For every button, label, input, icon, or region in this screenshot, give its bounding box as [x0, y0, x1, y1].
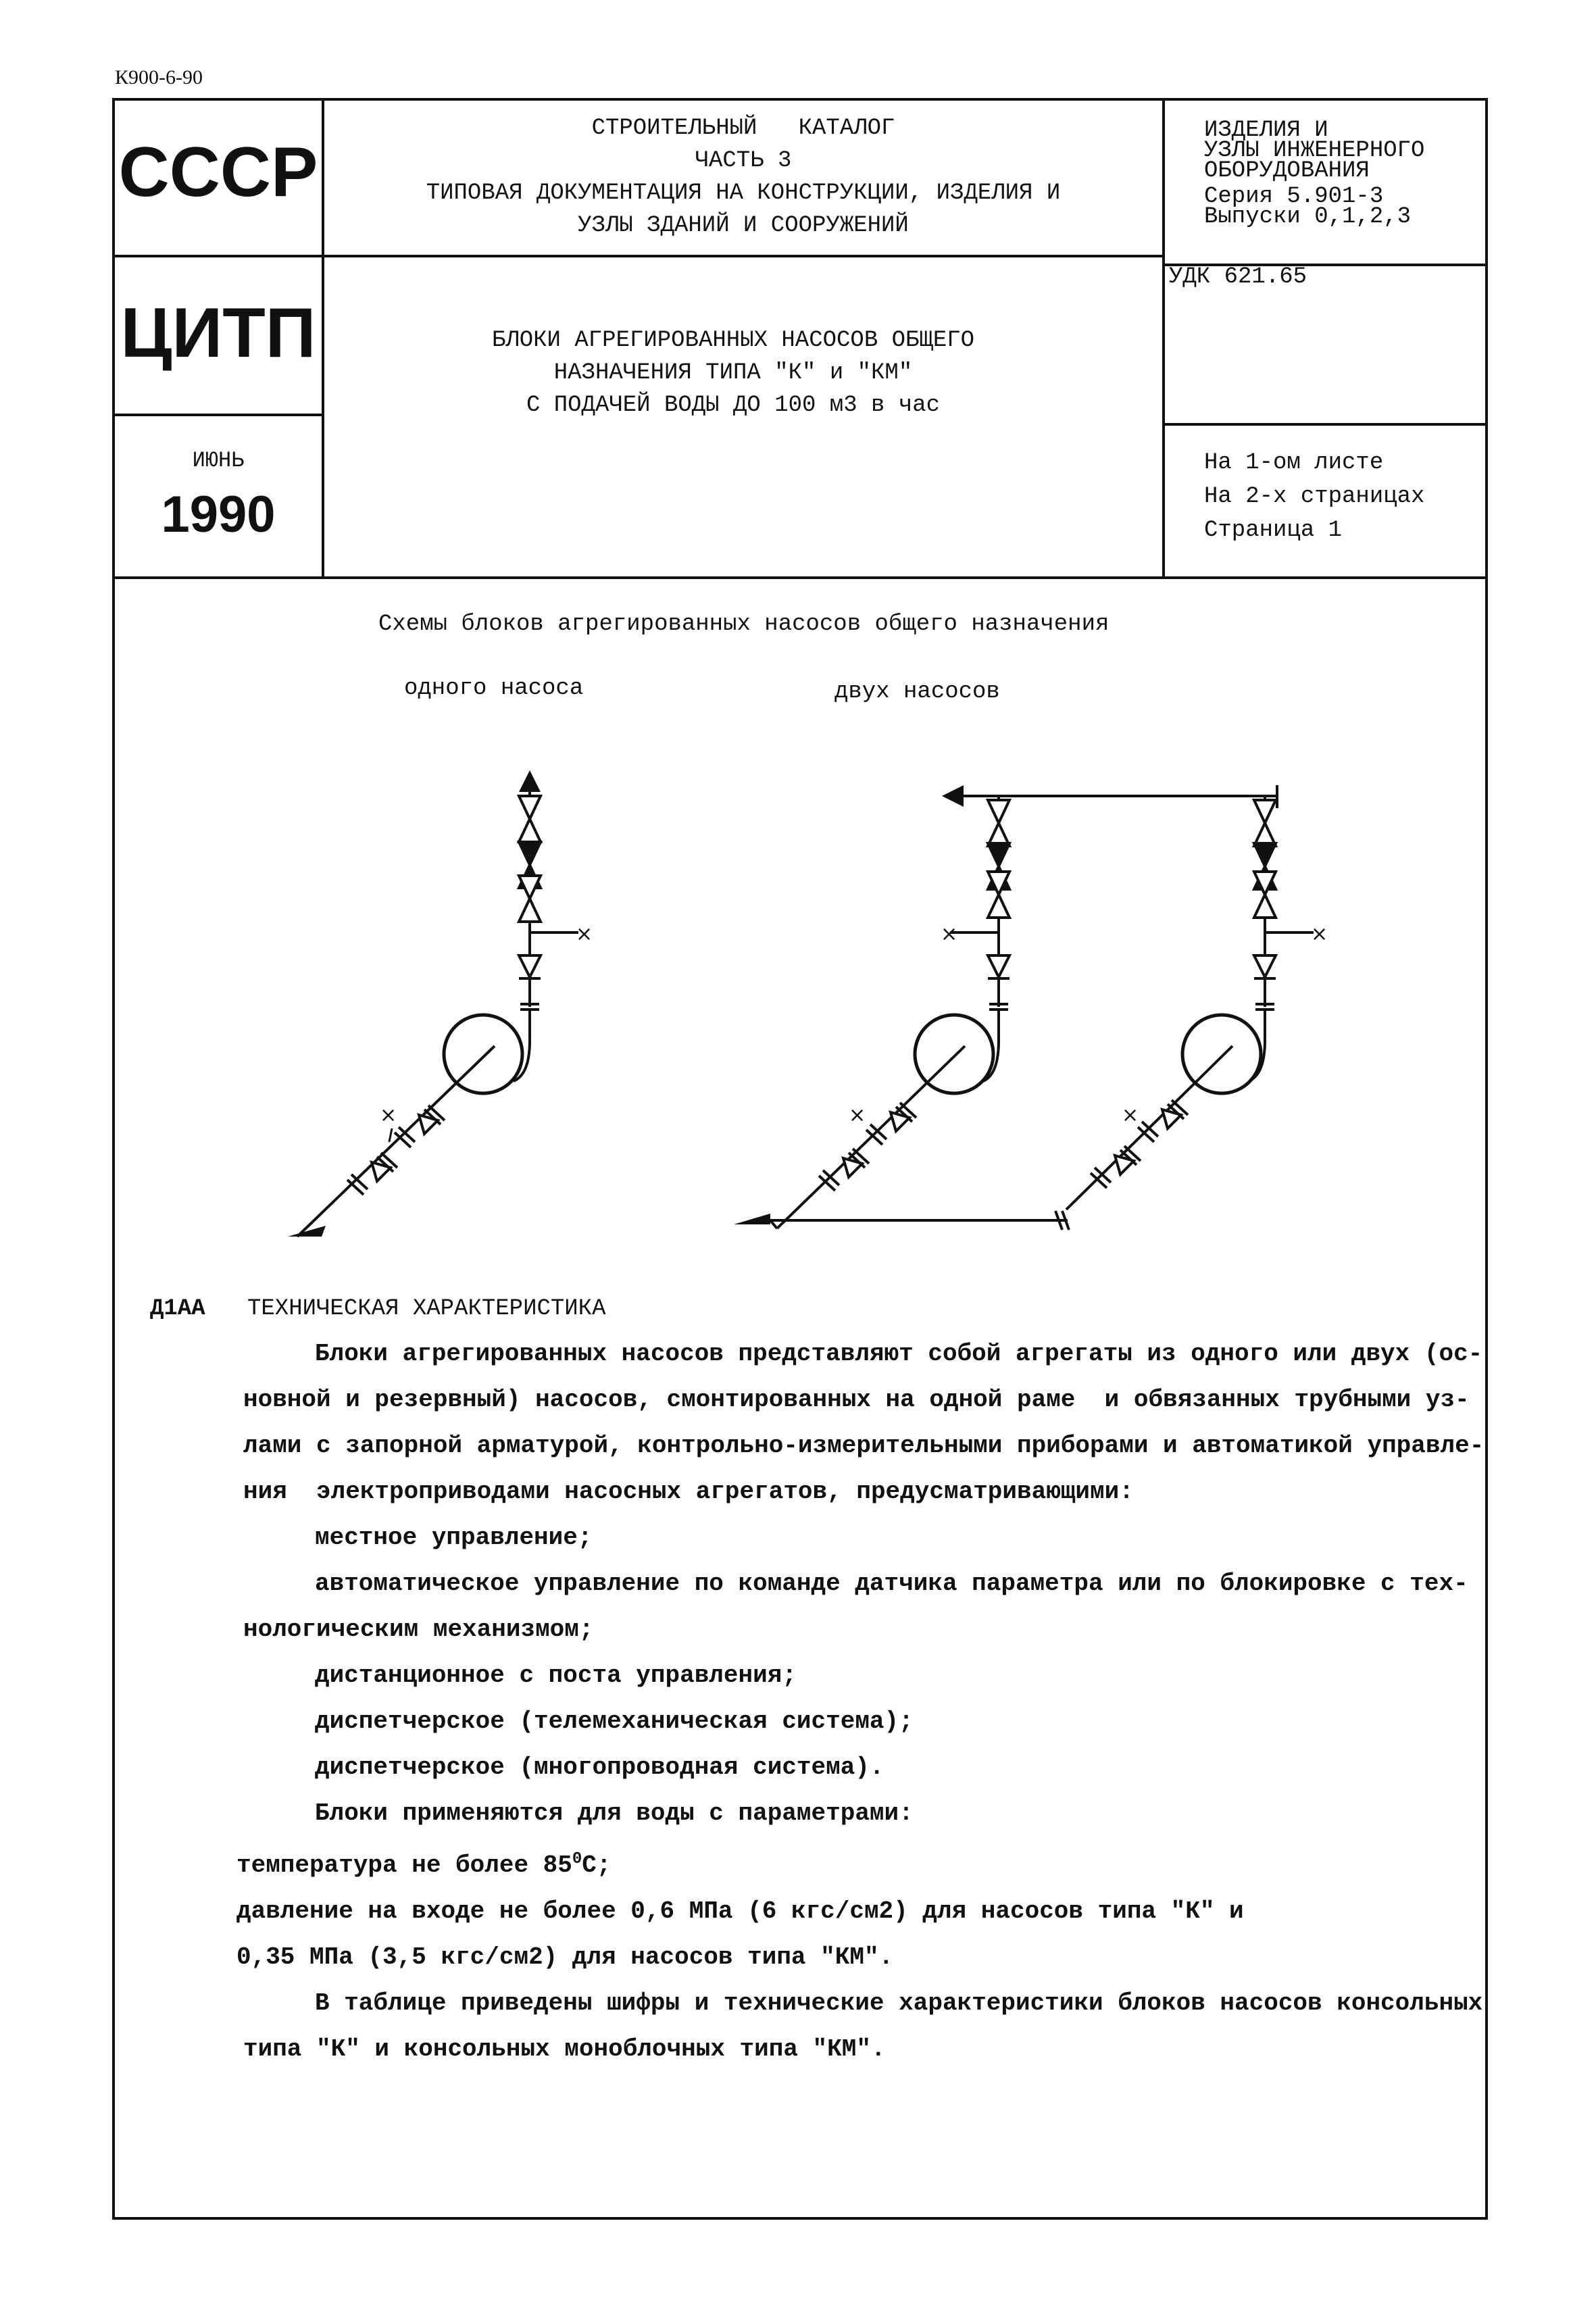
title-line-1: БЛОКИ АГРЕГИРОВАННЫХ НАСОСОВ ОБЩЕГО: [491, 328, 975, 353]
outlet-arrow-icon: [942, 785, 964, 807]
list-item-local: местное управление;: [315, 1524, 593, 1551]
series-line-1: ИЗДЕЛИЯ И: [1204, 118, 1328, 143]
single-pump-scheme: [288, 770, 593, 1237]
udk-code: УДК 621.65: [1169, 264, 1307, 290]
country-label: СССР: [118, 133, 318, 211]
single-pump-label: одного насоса: [404, 676, 584, 701]
sheet-line-3: Страница 1: [1204, 518, 1343, 543]
title-line-2: НАЗНАЧЕНИЯ ТИПА "К" и "КМ": [553, 360, 913, 386]
svg-text:×: ×: [1311, 922, 1328, 946]
sheet-line-1: На 1-ом листе: [1204, 450, 1384, 476]
issue-month: ИЮНЬ: [192, 448, 245, 473]
body-text: [236, 1331, 1487, 2072]
para1-line2: новной и резервный) насосов, смонтированных на одной раме и обвязанных трубными уз-: [243, 1386, 1470, 1414]
catalog-line-4: УЗЛЫ ЗДАНИЙ И СООРУЖЕНИЙ: [578, 213, 909, 239]
para3-temperature: температура не более $85^0С$;: [236, 1850, 612, 1879]
svg-text:×: ×: [576, 922, 593, 946]
title-line-3: С ПОДАЧЕЙ ВОДЫ ДО 100 м3 в час: [526, 393, 941, 418]
para2: Блоки применяются для воды с параметрами:: [315, 1799, 914, 1827]
para5-line1: В таблице приведены шифры и технические характеристики блоков насосов консольных: [315, 1989, 1483, 2017]
series-line-2: УЗЛЫ ИНЖЕНЕРНОГО: [1204, 138, 1425, 164]
double-pump-label: двух насосов: [834, 679, 1000, 705]
para4-line1: давление на входе не более 0,6 МПа (6 кгс/см2) для насосов типа "К" и: [236, 1897, 1244, 1925]
schemes-title: Схемы блоков агрегированных насосов общего назначения: [378, 612, 1109, 637]
para5-line2: типа "К" и консольных моноблочных типа "КМ".: [243, 2035, 886, 2063]
sheet-line-2: На 2-х страницах: [1204, 484, 1425, 509]
org-label: ЦИТП: [120, 294, 316, 372]
outlet-arrow-icon: [519, 770, 541, 792]
svg-text:×: ×: [849, 1103, 866, 1127]
pump-icon: [1182, 1015, 1261, 1093]
series-number: Серия 5.901-3: [1204, 184, 1384, 209]
svg-text:×: ×: [380, 1103, 397, 1127]
list-item-dispatch-tele: диспетчерское (телемеханическая система);: [315, 1708, 914, 1735]
para1-line1: Блоки агрегированных насосов представляют собой агрегаты из одного или двух (ос-: [315, 1340, 1483, 1368]
series-issues: Выпуски 0,1,2,3: [1204, 204, 1412, 230]
section-title: ТЕХНИЧЕСКАЯ ХАРАКТЕРИСТИКА: [247, 1296, 606, 1322]
section-code: Д1АА: [150, 1296, 205, 1322]
catalog-line-3: ТИПОВАЯ ДОКУМЕНТАЦИЯ НА КОНСТРУКЦИИ, ИЗДЕЛИЯ И: [426, 180, 1061, 206]
para4-line2: 0,35 МПа (3,5 кгс/см2) для насосов типа "КМ".: [236, 1943, 894, 1971]
list-item-auto-line1: автоматическое управление по команде датчика параметра или по блокировке с тех-: [315, 1570, 1468, 1597]
svg-text:×: ×: [1122, 1103, 1139, 1127]
pump-icon: [444, 1015, 522, 1093]
series-line-3: ОБОРУДОВАНИЯ: [1204, 158, 1370, 184]
issue-year: 1990: [161, 486, 276, 543]
para1-line3: лами с запорной арматурой, контрольно-измерительными приборами и автоматикой управле-: [243, 1432, 1485, 1460]
inlet-arrow-icon: [734, 1214, 770, 1224]
svg-text:×: ×: [941, 922, 958, 946]
double-pump-scheme: [734, 785, 1328, 1230]
document-code: К900-6-90: [115, 66, 203, 89]
para1-line4: ния электроприводами насосных агрегатов, предусматривающими:: [243, 1478, 1134, 1505]
catalog-line-2: ЧАСТЬ 3: [695, 148, 792, 174]
list-item-auto-line2: нологическим механизмом;: [243, 1616, 594, 1643]
list-item-dispatch-wire: диспетчерское (многопроводная система).: [315, 1753, 884, 1781]
list-item-remote: дистанционное с поста управления;: [315, 1662, 797, 1689]
catalog-line-1: СТРОИТЕЛЬНЫЙ КАТАЛОГ: [591, 116, 895, 141]
